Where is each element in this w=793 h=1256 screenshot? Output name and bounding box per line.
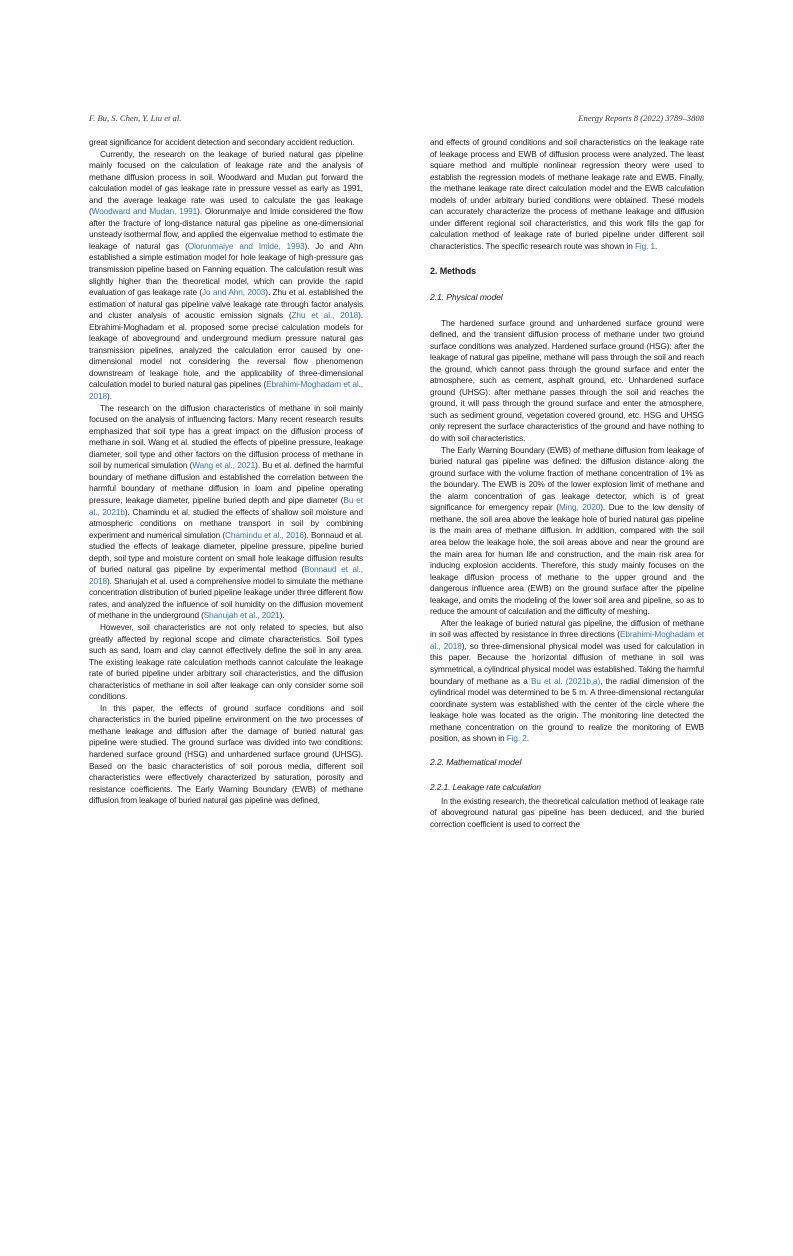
citation-link[interactable]: Bu et al. (2021b,a) (531, 676, 601, 686)
section-heading: 2. Methods (430, 266, 477, 277)
running-head-journal: Energy Reports 8 (2022) 3789–3808 (578, 113, 704, 123)
paragraph: In the existing research, the theoretical calculation method of leakage rate of aboveground natural gas pipeline has been deduced, and the buried correction coefficient is used to correct the (430, 796, 704, 829)
citation-link[interactable]: Woodward and Mudan, 1991 (91, 207, 198, 217)
figure-link[interactable]: Fig. 1 (634, 241, 656, 251)
left-column (89, 137, 363, 807)
citation-link[interactable]: Chamindu et al., 2016 (225, 530, 304, 540)
subsection-heading: 2.1. Physical model (430, 292, 503, 303)
subsection-heading: 2.2. Mathematical model (430, 756, 522, 767)
right-column (430, 137, 704, 831)
citation-link[interactable]: Shanujah et al., 2021 (203, 611, 280, 621)
citation-link[interactable]: Jo and Ahn, 2003 (202, 288, 266, 298)
paragraph: The hardened surface ground and unhardened surface ground were defined, and the transient diffusion process of methane under two ground surface conditions was analyzed. Hardened surface ground (HSG): after the leakage of natural gas pipeline, methane will pass through the soil and reach the ground, which cannot pass through the ground surface and enter the atmosphere, such as cement, asphalt ground, etc. Unhardened surface ground (UHSG): after methane passes through the soil and reaches the ground, it will pass through the ground surface and enter the atmosphere, such as sediment ground, vegetation covered ground, etc. HSG and UHSG only represent the surface characteristics of the ground and have nothing to do with soil characteristics. (430, 318, 704, 444)
paragraph: Currently, the research on the leakage of buried natural gas pipeline mainly focused on the calculation of leakage rate and the analysis of methane diffusion process in soil. Woodward and Mudan put forward the calculation model of gas leakage rate in pressure vessel as early as 1991, and the average leakage rate was used to calculate the gas leakage (Woodward and Mudan, 1991). Olorunmaiye and Imide considered the flow after the fracture of long-distance natural gas pipeline as one-dimensional unsteady isothermal flow, and applied the eigenvalue method to estimate the leakage of natural gas (Olorunmaiye and Imide, 1993). Jo and Ahn established a simple estimation model for hole leakage of high-pressure gas transmission pipeline based on Fanning equation. The calculation result was slightly higher than the theoretical model, which can provide the rapid evaluation of gas leakage rate (Jo and Ahn, 2003). Zhu et al. established the estimation of natural gas pipeline valve leakage rate through factor analysis and cluster analysis of acoustic emission signals (Zhu et al., 2018). Ebrahimi-Moghadam et al. proposed some precise calculation models for leakage of aboveground and underground medium pressure natural gas transmission pipelines, analyzed the calculation error caused by one-dimensional model not considering the reversal flow phenomenon downstream of leakage hole, and the applicability of three-dimensional calculation model to buried natural gas pipelines (Ebrahimi-Moghadam et al., 2018). (89, 149, 364, 402)
citation-link[interactable]: Wang et al., 2021 (192, 461, 256, 471)
citation-link[interactable]: Bu et al., 2021b (89, 495, 363, 517)
running-head-authors: F. Bu, S. Chen, Y. Liu et al. (89, 113, 182, 123)
paragraph: and effects of ground conditions and soil characteristics on the leakage rate of leakage process and EWB of diffusion process were analyzed. The least square method and multiple nonlinear regression theory were used to establish the regression models of methane leakage rate and EWB. Finally, the methane leakage rate direct calculation model and the EWB calculation models of under arbitrary buried conditions were obtained. These models can accurately characterize the process of methane leakage and diffusion under different regional soil characteristics, and this work fills the gap for calculation method of leakage rate of buried pipeline under different soil characteristics. The specific research route was shown in Fig. 1. (430, 138, 704, 251)
paragraph: However, soil characteristics are not only related to species, but also greatly affected by regional scope and climate characteristics. Soil types such as sand, loam and clay cannot effectively define the soil in any area. The existing leakage rate calculation methods cannot calculate the leakage rate of buried pipeline under arbitrary soil characteristics, and the diffusion characteristics of methane in soil after leakage can only consider some soil conditions. (89, 622, 363, 702)
citation-link[interactable]: Ebrahimi-Moghadam et al., 2018 (89, 380, 363, 402)
subsubsection-heading: 2.2.1. Leakage rate calculation (430, 782, 541, 793)
paragraph: The Early Warning Boundary (EWB) of methane diffusion from leakage of buried natural gas pipeline was defined: the diffusion distance along the ground surface with the volume fraction of methane concentration of 1% as the boundary. The EWB is 20% of the lower explosion limit of methane and the alarm concentration of gas leakage detector, which is of great significance for emergency repair (Ming, 2020). Due to the low density of methane, the soil area above the leakage hole of buried natural gas pipeline is the main area of methane diffusion. In addition, compared with the soil area below the leakage hole, the soil areas above and near the ground are the main area for human life and construction, and the main risk area for inducing explosion accidents. Therefore, this study mainly focuses on the leakage diffusion process of methane to the upper ground and the dangerous influence area (EWB) on the ground surface after the pipeline leakage, and omits the modeling of the lower soil area and pipeline, so as to reduce the amount of calculation and the difficulty of meshing. (430, 445, 704, 617)
paragraph: great significance for accident detection and secondary accident reduction. (89, 138, 355, 147)
paragraph: The research on the diffusion characteristics of methane in soil mainly focused on the analysis of influencing factors. Many recent research results emphasized that soil type has a great impact on the diffusion process of methane in soil. Wang et al. studied the effects of pipeline pressure, leakage diameter, soil type and other factors on the diffusion process of methane in soil by numerical simulation (Wang et al., 2021). Bu et al. defined the harmful boundary of methane diffusion and established the correlation between the harmful boundary of methane diffusion in loam and pipeline operating pressure, leakage diameter, pipeline buried depth and pipe diameter (Bu et al., 2021b). Chamindu et al. studied the effects of shallow soil moisture and atmospheric conditions on methane transport in soil by combining experiment and numerical simulation (Chamindu et al., 2016). Bonnaud et al. studied the effects of leakage diameter, pipeline pressure, pipeline buried depth, soil type and moisture content on small hole leakage diffusion results of buried natural gas pipeline by experimental method (Bonnaud et al., 2018). Shanujah et al. used a comprehensive model to simulate the methane concentration distribution of buried pipeline leakage under three different flow rates, and analyzed the influence of soil humidity on the diffusion movement of methane in the underground (Shanujah et al., 2021). (89, 403, 363, 621)
citation-link[interactable]: Olorunmaiye and Imide, 1993 (187, 241, 305, 251)
figure-link[interactable]: Fig. 2 (506, 734, 527, 744)
citation-link[interactable]: Ebrahimi-Moghadam et al., 2018 (430, 630, 704, 651)
paragraph: In this paper, the effects of ground surface conditions and soil characteristics in the buried pipeline environment on the two processes of methane leakage and diffusion after the damage of buried natural gas pipeline were studied. The ground surface was divided into two conditions: hardened surface ground (HSG) and unhardened surface ground (UHSG). Based on the basic characteristics of soil porous media, different soil characteristics were effectively characterized by saturation, porosity and resistance coefficients. The Early Warning Boundary (EWB) of methane diffusion from leakage of buried natural gas pipeline was defined, (89, 703, 363, 806)
paragraph: After the leakage of buried natural gas pipeline, the diffusion of methane in soil was affected by resistance in three directions (Ebrahimi-Moghadam et al., 2018), so three-dimensional physical model was used for calculation in this paper. Because the horizontal diffusion of methane in soil was symmetrical, a cylindrical physical model was established. Taking the harmful boundary of methane as a Bu et al. (2021b,a), the radial dimension of the cylindrical model was determined to be 5 m. A three-dimensional rectangular coordinate system was established with the center of the circle where the leakage hole was located as the origin. The monitoring line detected the methane concentration on the ground to realize the monitoring of EWB position, as shown in Fig. 2. (430, 618, 704, 744)
citation-link[interactable]: Ming, 2020 (558, 503, 601, 513)
citation-link[interactable]: Zhu et al., 2018 (291, 311, 359, 321)
citation-link[interactable]: Bonnaud et al., 2018 (89, 565, 363, 586)
